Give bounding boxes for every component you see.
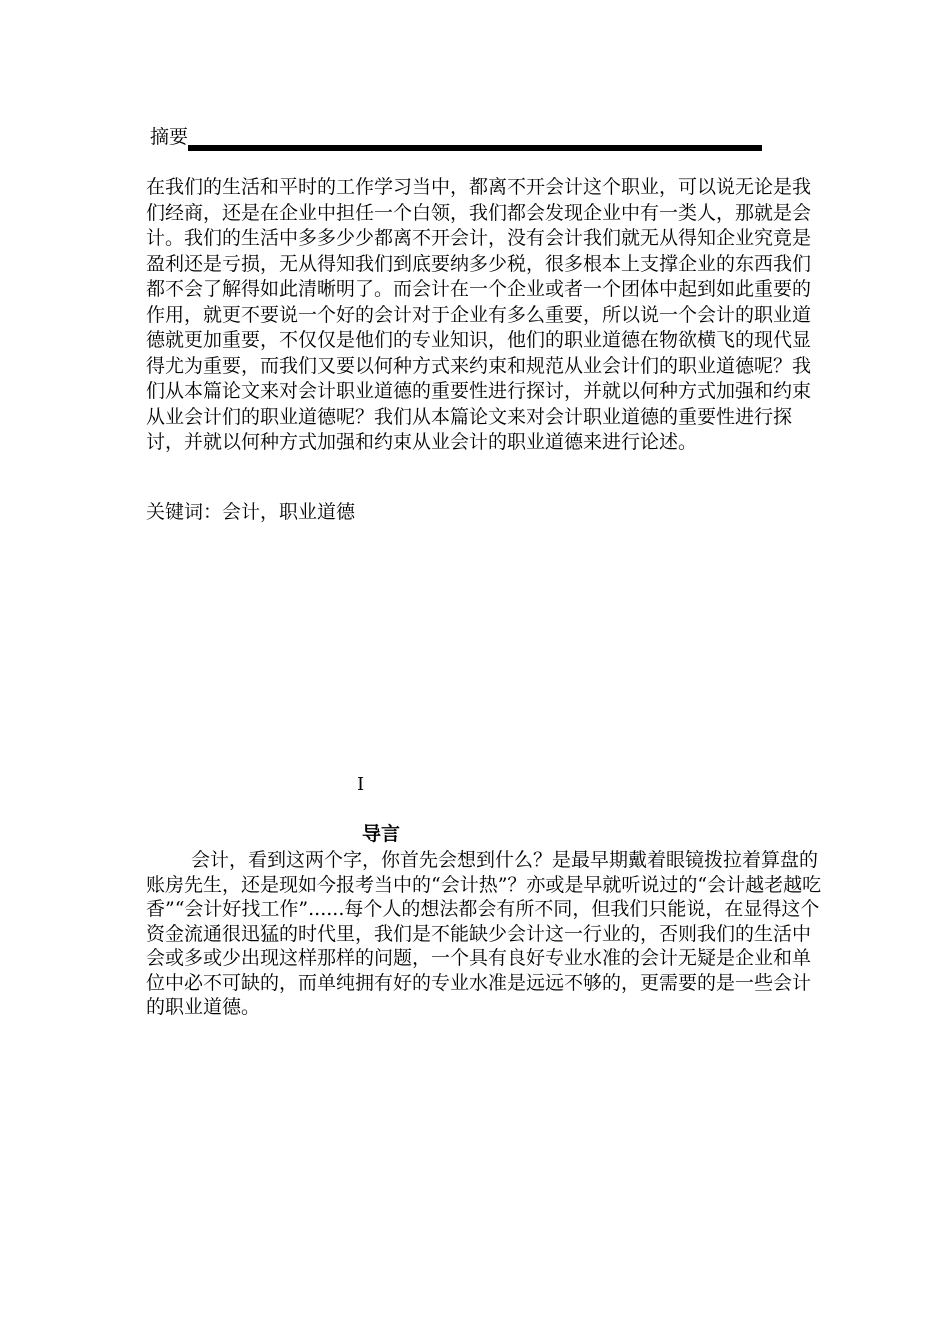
keywords-line: 关键词：会计，职业道德: [146, 501, 356, 523]
heading-rule: [188, 145, 762, 151]
abstract-body: 在我们的生活和平时的工作学习当中，都离不开会计这个职业，可以说无论是我们经商，还是在企业中担任一个白领，我们都会发现企业中有一类人，那就是会计。我们的生活中多多少少都离不开会计，没有会计我们就无从得知企业究竟是盈利还是亏损，无从得知我们到底要纳多少税，很多根本上支撑企业的东西我们都不会了解得如此清晰明了。而会计在一个企业或者一个团体中起到如此重要的作用，就更不要说一个好的会计对于企业有多么重要，所以说一个会计的职业道德就更加重要，不仅仅是他们的专业知识，他们的职业道德在物欲横飞的现代显得尤为重要，而我们又要以何种方式来约束和规范从业会计们的职业道德呢？我们从本篇论文来对会计职业道德的重要性进行探讨，并就以何种方式加强和约束从业会计们的职业道德呢？我们从本篇论文来对会计职业道德的重要性进行探讨，并就以何种方式加强和约束从业会计的职业道德来进行论述。: [146, 176, 812, 453]
abstract-heading: 摘要: [150, 126, 189, 148]
page-number: I: [357, 774, 365, 795]
introduction-heading: 导言: [362, 823, 401, 845]
introduction-body: 会计，看到这两个字，你首先会想到什么？是最早期戴着眼镜拨拉着算盘的账房先生，还是现如今报考当中的“会计热”？亦或是早就听说过的“会计越老越吃香”“会计好找工作”......每个人的想法都会有所不同，但我们只能说，在显得这个资金流通很迅猛的时代里，我们是不能缺少会计这一行业的，否则我们的生活中会或多或少出现这样那样的问题，一个具有良好专业水准的会计无疑是企业和单位中必不可缺的，而单纯拥有好的专业水准是远远不够的，更需要的是一些会计的职业道德。: [146, 849, 822, 1018]
